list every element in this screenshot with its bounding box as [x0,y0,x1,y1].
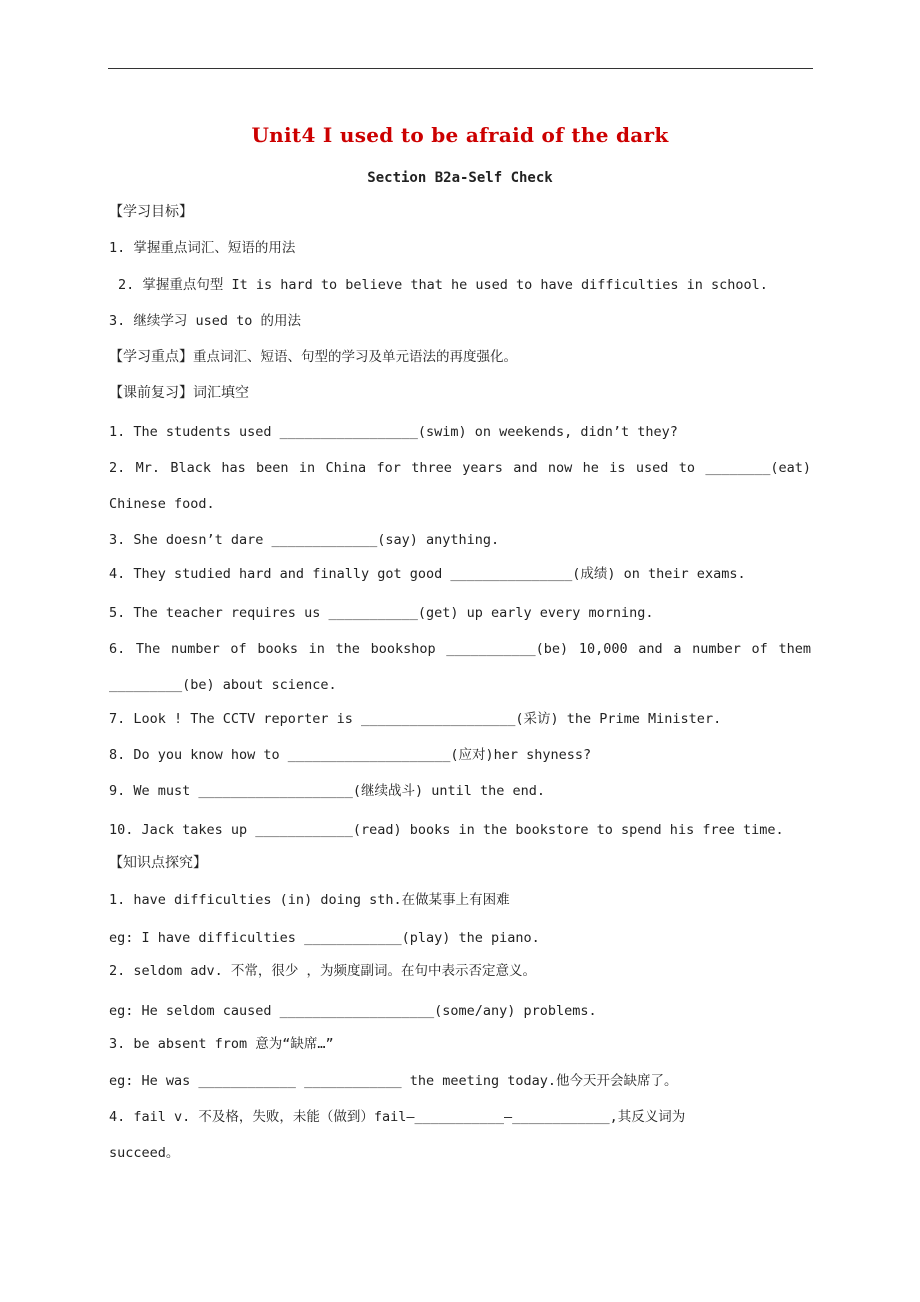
review-heading: 【课前复习】词汇填空 [109,385,249,401]
knowledge-item: 4. fail v. 不及格，失败，未能（做到）fail—___________—____________,其反义词为 [109,1109,686,1125]
knowledge-heading: 【知识点探究】 [109,855,207,871]
exercise-item: 3. She doesn’t dare _____________(say) anything. [109,532,500,548]
objective-item: 2. 掌握重点句型 It is hard to believe that he used to have difficulties in school. [118,277,768,293]
focus-heading: 【学习重点】 [109,349,193,365]
focus-text: 重点词汇、短语、句型的学习及单元语法的再度强化。 [193,349,517,365]
exercise-item-continued: Chinese food. [109,496,215,512]
section-subtitle: Section B2a-Self Check [367,170,553,186]
exercise-item: 10. Jack takes up ____________(read) books in the bookstore to spend his free time. [109,822,784,838]
objective-item: 1. 掌握重点词汇、短语的用法 [109,240,296,256]
exercise-item: 9. We must ___________________(继续战斗) until the end. [109,783,546,799]
exercise-item: 7. Look ! The CCTV reporter is ___________________(采访) the Prime Minister. [109,711,722,727]
exercise-item: 1. The students used _________________(swim) on weekends, didn’t they? [109,424,678,440]
header-rule [108,68,813,69]
exercise-item: 6. The number of books in the bookshop ___________(be) 10,000 and a number of them [109,641,811,657]
exercise-item: 2. Mr. Black has been in China for three years and now he is used to ________(eat) [109,460,811,476]
exercise-item: 8. Do you know how to ____________________(应对)her shyness? [109,747,592,763]
objectives-heading: 【学习目标】 [109,204,193,220]
knowledge-example: eg: He seldom caused ___________________(some/any) problems. [109,1003,597,1019]
exercise-item: 5. The teacher requires us ___________(get) up early every morning. [109,605,654,621]
exercise-item-continued: _________(be) about science. [109,677,337,693]
exercise-item: 4. They studied hard and finally got good _______________(成绩) on their exams. [109,566,746,582]
knowledge-item: 2. seldom adv. 不常，很少 ，为频度副词。在句中表示否定意义。 [109,963,537,979]
knowledge-item: 1. have difficulties (in) doing sth.在做某事上有困难 [109,892,510,908]
knowledge-example: eg: I have difficulties ____________(play) the piano. [109,930,540,946]
knowledge-item-continued: succeed。 [109,1145,180,1161]
focus-line [109,347,517,367]
objective-item: 3. 继续学习 used to 的用法 [109,313,302,329]
knowledge-item: 3. be absent from 意为“缺席…” [109,1036,334,1052]
knowledge-example: eg: He was ____________ ____________ the meeting today.他今天开会缺席了。 [109,1073,678,1089]
page-title: Unit4 I used to be afraid of the dark [251,123,669,147]
